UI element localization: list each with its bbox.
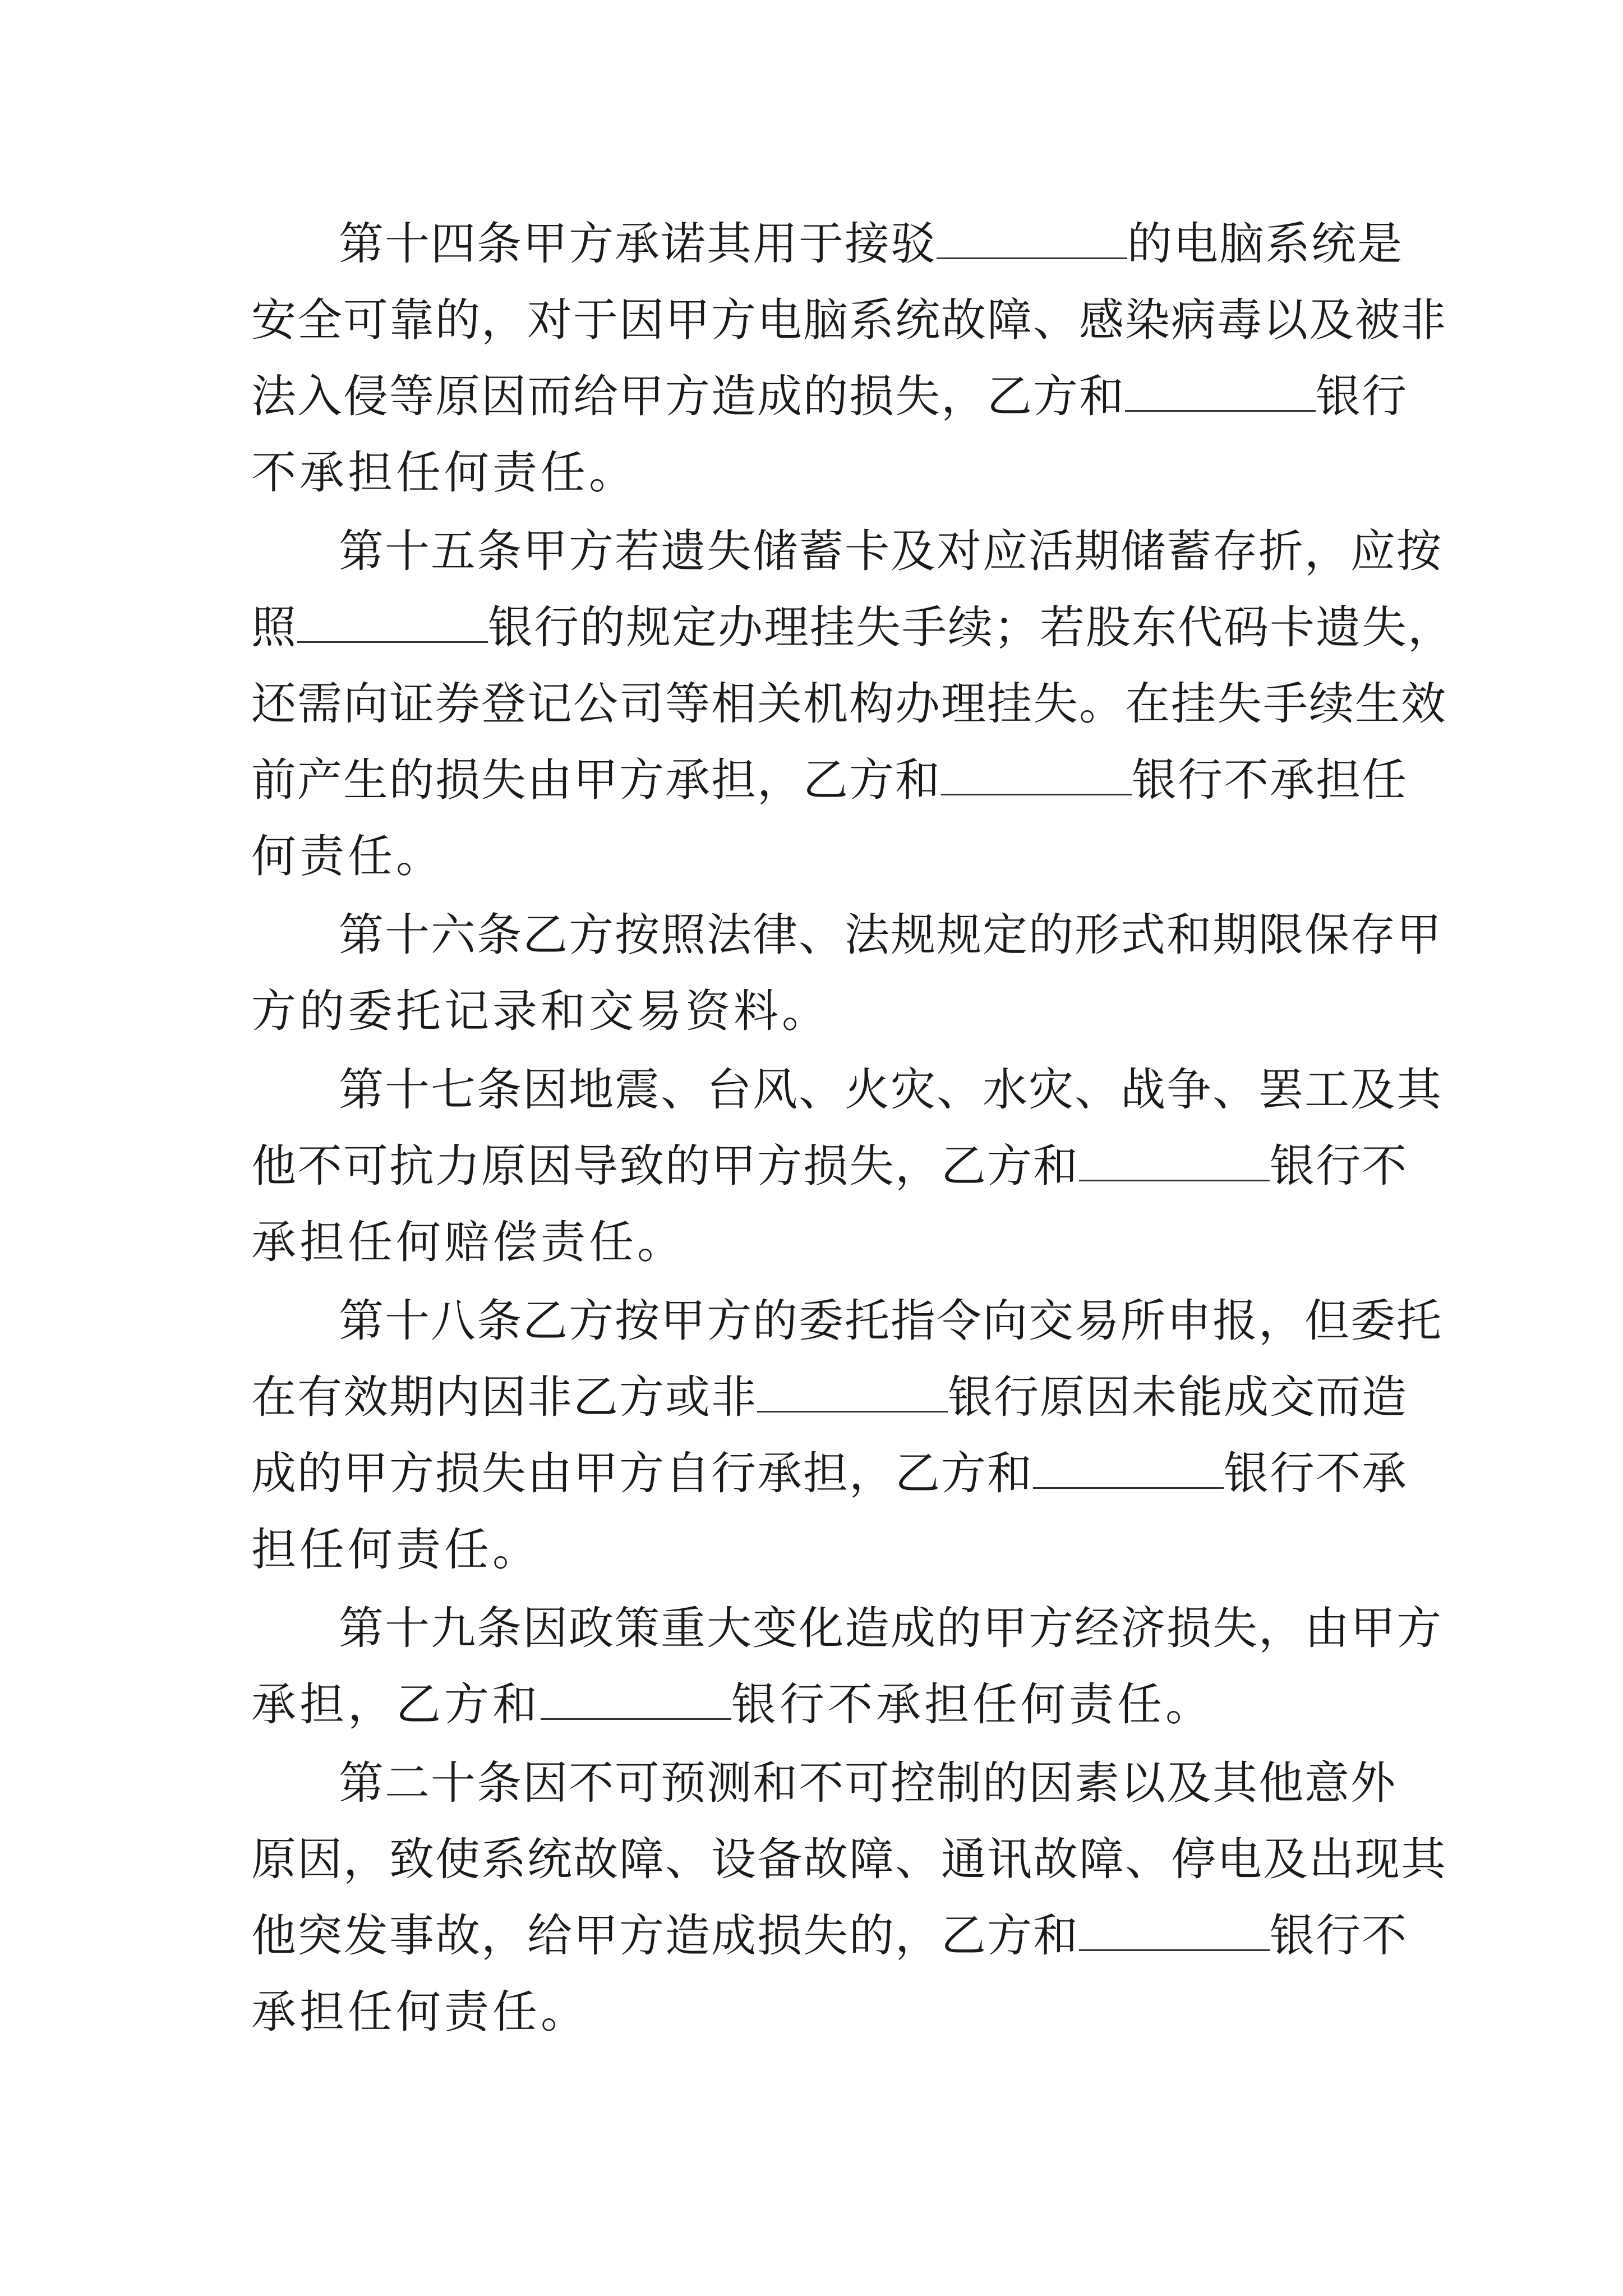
text-segment: 银行原因未能成交而造 (948, 1371, 1408, 1423)
text-line (251, 812, 444, 901)
fill-in-blank (1079, 1140, 1270, 1181)
text-segment: 银行不 (1270, 1910, 1408, 1962)
text-segment: 银行不承担任 (1132, 754, 1408, 806)
text-segment: 方的委托记录和交易资料。 (251, 985, 830, 1037)
text-segment: 第十五条甲方若遗失储蓄卡及对应活期储蓄存折，应按 (339, 525, 1442, 577)
text-line (251, 967, 830, 1056)
text-line (251, 428, 637, 518)
fill-in-blank (541, 1679, 731, 1720)
text-segment: 承担，乙方和 (251, 1678, 541, 1731)
fill-in-blank (937, 218, 1127, 259)
text-segment: 前产生的损失由甲方承担，乙方和 (251, 754, 941, 806)
text-segment: 担任何责任。 (251, 1524, 541, 1576)
text-segment: 还需向证券登记公司等相关机构办理挂失。在挂失手续生效 (251, 678, 1447, 730)
text-segment: 原因，致使系统故障、设备故障、通讯故障、停电及出现其 (251, 1833, 1447, 1885)
fill-in-blank (941, 754, 1132, 795)
text-segment: 承担任何赔偿责任。 (251, 1216, 685, 1268)
text-segment: 安全可靠的，对于因甲方电脑系统故障、感染病毒以及被非 (251, 294, 1447, 346)
text-segment: 法入侵等原因而给甲方造成的损失，乙方和 (251, 370, 1125, 422)
text-segment: 第十八条乙方按甲方的委托指令向交易所申报，但委托 (339, 1295, 1442, 1347)
text-segment: 成的甲方损失由甲方自行承担，乙方和 (251, 1447, 1033, 1499)
text-segment: 银行不 (1270, 1140, 1408, 1192)
text-segment: 不承担任何责任。 (251, 447, 637, 499)
fill-in-blank (1079, 1910, 1270, 1951)
text-segment: 银行不承担任何责任。 (731, 1678, 1214, 1731)
text-segment: 他突发事故，给甲方造成损失的，乙方和 (251, 1910, 1079, 1962)
text-segment: 银行 (1316, 370, 1408, 422)
text-segment: 何责任。 (251, 830, 444, 882)
text-segment: 第十六条乙方按照法律、法规规定的形式和期限保存甲 (339, 909, 1442, 961)
text-line (251, 1660, 1214, 1750)
text-segment: 照 (251, 601, 297, 654)
fill-in-blank (1033, 1448, 1224, 1489)
text-segment: 第十九条因政策重大变化造成的甲方经济损失，由甲方 (339, 1602, 1442, 1654)
fill-in-blank (1125, 371, 1316, 412)
text-segment: 第二十条因不可预测和不可控制的因素以及其他意外 (339, 1757, 1396, 1809)
text-segment: 他不可抗力原因导致的甲方损失，乙方和 (251, 1140, 1079, 1192)
text-segment: 在有效期内因非乙方或非 (251, 1371, 757, 1423)
text-segment: 银行的规定办理挂失手续；若股东代码卡遗失， (488, 601, 1454, 654)
fill-in-blank (297, 602, 488, 643)
text-segment: 第十七条因地震、台风、火灾、水灾、战争、罢工及其 (339, 1064, 1442, 1116)
fill-in-blank (757, 1372, 948, 1412)
text-segment: 的电脑系统是 (1127, 218, 1403, 270)
text-segment: 第十四条甲方承诺其用于接驳 (339, 218, 937, 270)
text-line (251, 1198, 685, 1287)
text-line (251, 1505, 541, 1595)
text-segment: 银行不承 (1224, 1447, 1408, 1499)
text-line (251, 1967, 589, 2057)
text-segment: 承担任何责任。 (251, 1986, 589, 2038)
